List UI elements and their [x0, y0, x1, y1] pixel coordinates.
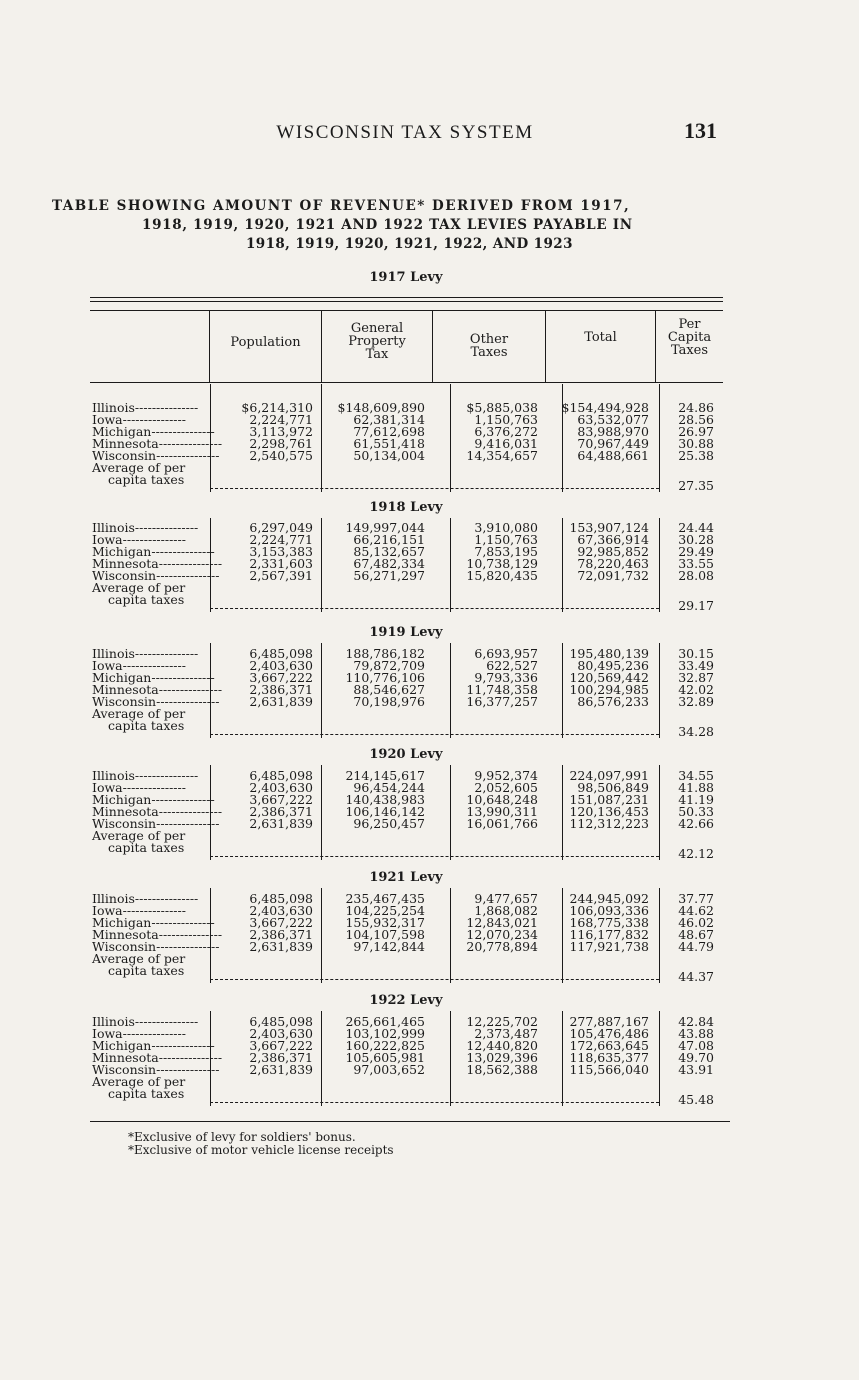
general-property-tax-cell: 160,222,825	[345, 1038, 425, 1053]
per-capita-cell: 28.08	[678, 568, 714, 583]
average-label-line-1: Average of per	[92, 951, 186, 966]
total-cell: 172,663,645	[569, 1038, 649, 1053]
per-capita-cell: 30.15	[678, 646, 714, 661]
population-cell: 2,567,391	[249, 568, 313, 583]
state-label: Illinois	[92, 891, 135, 906]
total-cell: 120,569,442	[569, 670, 649, 685]
general-property-tax-cell: 77,612,698	[353, 424, 425, 439]
total-cell: 63,532,077	[577, 412, 649, 427]
per-capita-cell: 33.49	[678, 658, 714, 673]
levy-title-1917: 1917 Levy	[369, 270, 443, 285]
state-label: Wisconsin	[92, 939, 157, 954]
per-capita-cell: 42.02	[678, 682, 714, 697]
state-label: Illinois	[92, 768, 135, 783]
other-taxes-cell: 13,990,311	[466, 804, 538, 819]
state-label: Michigan	[92, 1038, 152, 1053]
total-cell: 120,136,453	[569, 804, 649, 819]
general-property-tax-cell: 70,198,976	[353, 694, 425, 709]
per-capita-cell: 24.86	[678, 400, 714, 415]
block-dashed-rule	[210, 734, 659, 735]
general-property-tax-cell: 96,250,457	[353, 816, 425, 831]
total-cell: 115,566,040	[569, 1062, 649, 1077]
other-taxes-cell: 12,225,702	[466, 1014, 538, 1029]
population-cell: 2,386,371	[249, 927, 313, 942]
population-cell: 3,667,222	[249, 1038, 313, 1053]
per-capita-cell: 46.02	[678, 915, 714, 930]
per-capita-cell: 41.88	[678, 780, 714, 795]
general-property-tax-cell: $148,609,890	[337, 400, 425, 415]
state-label: Illinois	[92, 520, 135, 535]
other-taxes-cell: 20,778,894	[466, 939, 538, 954]
general-property-tax-cell: 66,216,151	[353, 532, 425, 547]
header-divider	[545, 310, 546, 382]
population-cell: 2,331,603	[249, 556, 313, 571]
dot-leader: ---------------	[122, 780, 186, 795]
other-taxes-cell: 15,820,435	[466, 568, 538, 583]
dot-leader: ---------------	[156, 939, 220, 954]
population-cell: 2,403,630	[249, 780, 313, 795]
col-header-per-capita	[656, 318, 723, 357]
dot-leader: ---------------	[158, 682, 223, 697]
page-number: 131	[684, 118, 717, 143]
average-per-capita-value: 42.12	[678, 846, 714, 861]
state-label: Minnesota	[92, 1050, 159, 1065]
state-label: Iowa	[92, 532, 123, 547]
col-header-line: Taxes	[470, 345, 508, 360]
dot-leader: ---------------	[134, 400, 199, 415]
total-cell: 244,945,092	[569, 891, 649, 906]
per-capita-cell: 33.55	[678, 556, 714, 571]
total-cell: 70,967,449	[577, 436, 649, 451]
per-capita-cell: 28.56	[678, 412, 714, 427]
block-dashed-rule	[210, 1102, 659, 1103]
general-property-tax-cell: 149,997,044	[345, 520, 425, 535]
general-property-tax-cell: 79,872,709	[353, 658, 425, 673]
dot-leader: ---------------	[156, 816, 220, 831]
other-taxes-cell: 13,029,396	[466, 1050, 538, 1065]
population-cell: 3,667,222	[249, 915, 313, 930]
general-property-tax-cell: 67,482,334	[353, 556, 425, 571]
per-capita-cell: 37.77	[678, 891, 714, 906]
col-header-line: Other	[469, 332, 509, 347]
dot-leader: ---------------	[158, 804, 223, 819]
population-cell: 6,485,098	[249, 891, 313, 906]
other-taxes-cell: 9,793,336	[474, 670, 538, 685]
total-cell: 153,907,124	[569, 520, 649, 535]
average-label-line-2: capita taxes	[108, 963, 185, 978]
state-label: Minnesota	[92, 556, 159, 571]
other-taxes-cell: 10,738,129	[466, 556, 538, 571]
total-cell: 100,294,985	[569, 682, 649, 697]
population-cell: 2,631,839	[249, 694, 313, 709]
average-per-capita-value: 29.17	[678, 598, 714, 613]
total-cell: 105,476,486	[569, 1026, 649, 1041]
general-property-tax-cell: 188,786,182	[345, 646, 425, 661]
per-capita-cell: 32.87	[678, 670, 714, 685]
population-cell: 2,386,371	[249, 682, 313, 697]
other-taxes-cell: 9,416,031	[474, 436, 538, 451]
table-heading-line-1: TABLE SHOWING AMOUNT OF REVENUE* DERIVED FROM 1917,	[52, 198, 631, 214]
col-header-line: Taxes	[670, 343, 709, 358]
other-taxes-cell: 1,150,763	[474, 532, 538, 547]
dot-leader: ---------------	[134, 891, 199, 906]
running-title: WISCONSIN TAX SYSTEM	[276, 122, 534, 143]
general-property-tax-cell: 105,605,981	[345, 1050, 425, 1065]
average-label-line-1: Average of per	[92, 580, 186, 595]
population-cell: 2,540,575	[249, 448, 313, 463]
dot-leader: ---------------	[151, 544, 215, 559]
table-top-rule-inner	[90, 301, 723, 302]
general-property-tax-cell: 140,438,983	[345, 792, 425, 807]
header-bottom-rule	[90, 382, 723, 383]
per-capita-cell: 43.88	[678, 1026, 714, 1041]
general-property-tax-cell: 235,467,435	[345, 891, 425, 906]
per-capita-cell: 30.88	[678, 436, 714, 451]
total-cell: 72,091,732	[577, 568, 649, 583]
other-taxes-cell: $5,885,038	[466, 400, 538, 415]
col-header-line: Per	[678, 317, 701, 332]
state-label: Minnesota	[92, 436, 159, 451]
general-property-tax-cell: 85,132,657	[353, 544, 425, 559]
other-taxes-cell: 12,843,021	[466, 915, 538, 930]
per-capita-cell: 25.38	[678, 448, 714, 463]
per-capita-cell: 50.33	[678, 804, 714, 819]
col-header-general-property-tax	[322, 322, 432, 361]
total-cell: 168,775,338	[569, 915, 649, 930]
levy-title-1922: 1922 Levy	[369, 993, 443, 1008]
other-taxes-cell: 6,693,957	[474, 646, 538, 661]
population-cell: 2,386,371	[249, 804, 313, 819]
population-cell: 2,298,761	[249, 436, 313, 451]
total-cell: 151,087,231	[569, 792, 649, 807]
other-taxes-cell: 3,910,080	[474, 520, 538, 535]
other-taxes-cell: 1,150,763	[474, 412, 538, 427]
state-label: Iowa	[92, 903, 123, 918]
per-capita-cell: 32.89	[678, 694, 714, 709]
state-label: Michigan	[92, 544, 152, 559]
other-taxes-cell: 14,354,657	[466, 448, 538, 463]
levy-title-1920: 1920 Levy	[369, 747, 443, 762]
population-cell: 3,667,222	[249, 792, 313, 807]
state-label: Wisconsin	[92, 568, 157, 583]
other-taxes-cell: 622,527	[486, 658, 538, 673]
table-bottom-rule	[90, 1121, 730, 1122]
state-label: Wisconsin	[92, 694, 157, 709]
dot-leader: ---------------	[158, 556, 223, 571]
col-header-line: Property	[348, 334, 406, 349]
dot-leader: ---------------	[122, 412, 186, 427]
population-cell: 2,631,839	[249, 1062, 313, 1077]
other-taxes-cell: 1,868,082	[474, 903, 538, 918]
other-taxes-cell: 16,377,257	[466, 694, 538, 709]
dot-leader: ---------------	[156, 568, 220, 583]
table-top-rule	[90, 297, 723, 298]
per-capita-cell: 42.84	[678, 1014, 714, 1029]
state-label: Michigan	[92, 915, 152, 930]
population-cell: 2,386,371	[249, 1050, 313, 1065]
total-cell: $154,494,928	[561, 400, 649, 415]
dot-leader: ---------------	[151, 424, 215, 439]
general-property-tax-cell: 104,107,598	[345, 927, 425, 942]
average-per-capita-value: 27.35	[678, 478, 714, 493]
population-cell: 2,403,630	[249, 658, 313, 673]
total-cell: 112,312,223	[569, 816, 649, 831]
footnote-1: *Exclusive of levy for soldiers' bonus.	[128, 1130, 356, 1144]
total-cell: 64,488,661	[577, 448, 649, 463]
state-label: Michigan	[92, 670, 152, 685]
population-cell: 2,631,839	[249, 816, 313, 831]
state-label: Iowa	[92, 658, 123, 673]
dot-leader: ---------------	[158, 436, 223, 451]
col-header-line: Tax	[365, 347, 389, 362]
population-cell: 3,113,972	[249, 424, 313, 439]
state-label: Michigan	[92, 424, 152, 439]
dot-leader: ---------------	[134, 646, 199, 661]
average-label-line-2: capita taxes	[108, 472, 185, 487]
population-cell: 2,631,839	[249, 939, 313, 954]
block-dashed-rule	[210, 979, 659, 980]
state-label: Minnesota	[92, 927, 159, 942]
general-property-tax-cell: 61,551,418	[353, 436, 425, 451]
general-property-tax-cell: 62,381,314	[353, 412, 425, 427]
dot-leader: ---------------	[151, 915, 215, 930]
state-label: Iowa	[92, 1026, 123, 1041]
other-taxes-cell: 6,376,272	[474, 424, 538, 439]
general-property-tax-cell: 97,142,844	[353, 939, 425, 954]
per-capita-cell: 29.49	[678, 544, 714, 559]
per-capita-cell: 44.62	[678, 903, 714, 918]
other-taxes-cell: 7,853,195	[474, 544, 538, 559]
block-dashed-rule	[210, 608, 659, 609]
population-cell: $6,214,310	[241, 400, 313, 415]
state-label: Wisconsin	[92, 448, 157, 463]
dot-leader: ---------------	[122, 903, 186, 918]
total-cell: 80,495,236	[577, 658, 649, 673]
total-cell: 83,988,970	[577, 424, 649, 439]
other-taxes-cell: 12,070,234	[466, 927, 538, 942]
table-heading-line-3: 1918, 1919, 1920, 1921, 1922, AND 1923	[246, 236, 573, 252]
total-cell: 78,220,463	[577, 556, 649, 571]
col-header-line: Capita	[667, 330, 712, 345]
per-capita-cell: 48.67	[678, 927, 714, 942]
footnote-2: *Exclusive of motor vehicle license receipts	[128, 1143, 394, 1157]
dot-leader: ---------------	[151, 670, 215, 685]
general-property-tax-cell: 110,776,106	[345, 670, 425, 685]
other-taxes-cell: 18,562,388	[466, 1062, 538, 1077]
population-cell: 6,485,098	[249, 768, 313, 783]
total-cell: 106,093,336	[569, 903, 649, 918]
other-taxes-cell: 16,061,766	[466, 816, 538, 831]
per-capita-cell: 26.97	[678, 424, 714, 439]
block-dashed-rule	[210, 856, 659, 857]
per-capita-cell: 30.28	[678, 532, 714, 547]
state-label: Iowa	[92, 780, 123, 795]
state-label: Iowa	[92, 412, 123, 427]
per-capita-cell: 44.79	[678, 939, 714, 954]
col-header-line: General	[350, 321, 404, 336]
total-cell: 277,887,167	[569, 1014, 649, 1029]
dot-leader: ---------------	[134, 520, 199, 535]
per-capita-cell: 49.70	[678, 1050, 714, 1065]
dot-leader: ---------------	[156, 694, 220, 709]
other-taxes-cell: 2,052,605	[474, 780, 538, 795]
dot-leader: ---------------	[134, 1014, 199, 1029]
other-taxes-cell: 12,440,820	[466, 1038, 538, 1053]
total-cell: 92,985,852	[577, 544, 649, 559]
general-property-tax-cell: 155,932,317	[345, 915, 425, 930]
col-header-other-taxes	[433, 333, 545, 359]
general-property-tax-cell: 265,661,465	[345, 1014, 425, 1029]
per-capita-cell: 41.19	[678, 792, 714, 807]
dot-leader: ---------------	[156, 1062, 220, 1077]
per-capita-cell: 24.44	[678, 520, 714, 535]
state-label: Wisconsin	[92, 816, 157, 831]
population-cell: 6,485,098	[249, 1014, 313, 1029]
general-property-tax-cell: 88,546,627	[353, 682, 425, 697]
population-cell: 6,297,049	[249, 520, 313, 535]
average-label-line-1: Average of per	[92, 706, 186, 721]
levy-title-1918: 1918 Levy	[369, 500, 443, 515]
table-heading-line-2: 1918, 1919, 1920, 1921 AND 1922 TAX LEVIES PAYABLE IN	[142, 217, 633, 233]
dot-leader: ---------------	[122, 1026, 186, 1041]
general-property-tax-cell: 214,145,617	[345, 768, 425, 783]
per-capita-cell: 47.08	[678, 1038, 714, 1053]
levy-title-1921: 1921 Levy	[369, 870, 443, 885]
total-cell: 118,635,377	[569, 1050, 649, 1065]
dot-leader: ---------------	[122, 658, 186, 673]
average-label-line-2: capita taxes	[108, 840, 185, 855]
block-dashed-rule	[210, 488, 659, 489]
dot-leader: ---------------	[151, 1038, 215, 1053]
col-header-total: Total	[584, 330, 617, 345]
other-taxes-cell: 11,748,358	[466, 682, 538, 697]
population-cell: 3,667,222	[249, 670, 313, 685]
population-cell: 2,403,630	[249, 903, 313, 918]
other-taxes-cell: 10,648,248	[466, 792, 538, 807]
population-cell: 2,224,771	[249, 532, 313, 547]
total-cell: 86,576,233	[577, 694, 649, 709]
average-label-line-2: capita taxes	[108, 1086, 185, 1101]
average-label-line-1: Average of per	[92, 460, 186, 475]
total-cell: 195,480,139	[569, 646, 649, 661]
state-label: Minnesota	[92, 804, 159, 819]
state-label: Minnesota	[92, 682, 159, 697]
average-per-capita-value: 44.37	[678, 969, 714, 984]
general-property-tax-cell: 103,102,999	[345, 1026, 425, 1041]
col-header-population: Population	[230, 335, 301, 350]
population-cell: 3,153,383	[249, 544, 313, 559]
total-cell: 224,097,991	[569, 768, 649, 783]
dot-leader: ---------------	[158, 927, 223, 942]
general-property-tax-cell: 97,003,652	[353, 1062, 425, 1077]
per-capita-cell: 43.91	[678, 1062, 714, 1077]
average-per-capita-value: 34.28	[678, 724, 714, 739]
average-label-line-1: Average of per	[92, 1074, 186, 1089]
other-taxes-cell: 2,373,487	[474, 1026, 538, 1041]
population-cell: 2,403,630	[249, 1026, 313, 1041]
per-capita-cell: 42.66	[678, 816, 714, 831]
total-cell: 116,177,832	[569, 927, 649, 942]
general-property-tax-cell: 50,134,004	[353, 448, 425, 463]
general-property-tax-cell: 96,454,244	[353, 780, 425, 795]
average-label-line-2: capita taxes	[108, 718, 185, 733]
total-cell: 117,921,738	[569, 939, 649, 954]
state-label: Michigan	[92, 792, 152, 807]
other-taxes-cell: 9,477,657	[474, 891, 538, 906]
dot-leader: ---------------	[151, 792, 215, 807]
dot-leader: ---------------	[134, 768, 199, 783]
total-cell: 98,506,849	[577, 780, 649, 795]
population-cell: 2,224,771	[249, 412, 313, 427]
average-label-line-1: Average of per	[92, 828, 186, 843]
header-top-rule	[90, 310, 723, 311]
state-label: Illinois	[92, 1014, 135, 1029]
per-capita-cell: 34.55	[678, 768, 714, 783]
average-per-capita-value: 45.48	[678, 1092, 714, 1107]
other-taxes-cell: 9,952,374	[474, 768, 538, 783]
average-label-line-2: capita taxes	[108, 592, 185, 607]
general-property-tax-cell: 56,271,297	[353, 568, 425, 583]
dot-leader: ---------------	[156, 448, 220, 463]
general-property-tax-cell: 104,225,254	[345, 903, 425, 918]
state-label: Illinois	[92, 400, 135, 415]
population-cell: 6,485,098	[249, 646, 313, 661]
levy-title-1919: 1919 Levy	[369, 625, 443, 640]
dot-leader: ---------------	[158, 1050, 223, 1065]
general-property-tax-cell: 106,146,142	[345, 804, 425, 819]
dot-leader: ---------------	[122, 532, 186, 547]
state-label: Illinois	[92, 646, 135, 661]
state-label: Wisconsin	[92, 1062, 157, 1077]
total-cell: 67,366,914	[577, 532, 649, 547]
